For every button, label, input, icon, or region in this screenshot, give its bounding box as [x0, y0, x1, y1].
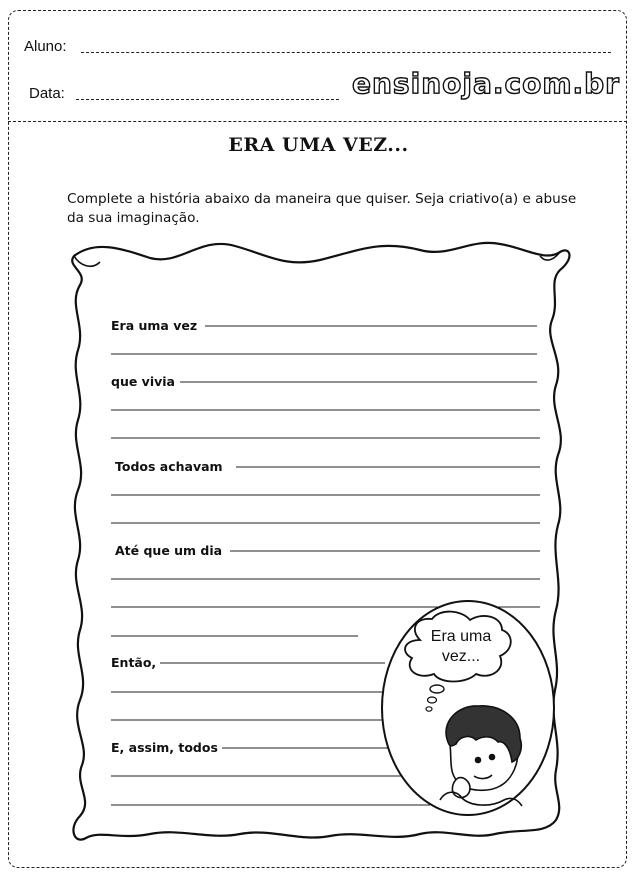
- instructions-text: Complete a história abaixo da maneira que quiser. Seja criativo(a) e abuse da sua imaginação.: [67, 191, 577, 226]
- worksheet-title: ERA UMA VEZ...: [228, 134, 409, 156]
- brand-logo: ensinoja.com.br: [352, 67, 620, 100]
- thought-bubble-line1: Era uma: [430, 628, 492, 645]
- thought-bubble-line2: vez...: [441, 648, 481, 665]
- prompt-entao: Então,: [111, 655, 157, 670]
- prompt-e-assim-todos: E, assim, todos: [111, 740, 218, 755]
- thought-bubble-text: [412, 627, 510, 667]
- prompt-ate-que-um-dia: Até que um dia: [115, 543, 223, 558]
- prompt-que-vivia: que vivia: [111, 374, 175, 389]
- prompt-era-uma-vez: Era uma vez: [111, 318, 198, 333]
- student-name-label: Aluno:: [24, 38, 67, 55]
- date-label: Data:: [29, 85, 65, 102]
- prompt-todos-achavam: Todos achavam: [115, 459, 223, 474]
